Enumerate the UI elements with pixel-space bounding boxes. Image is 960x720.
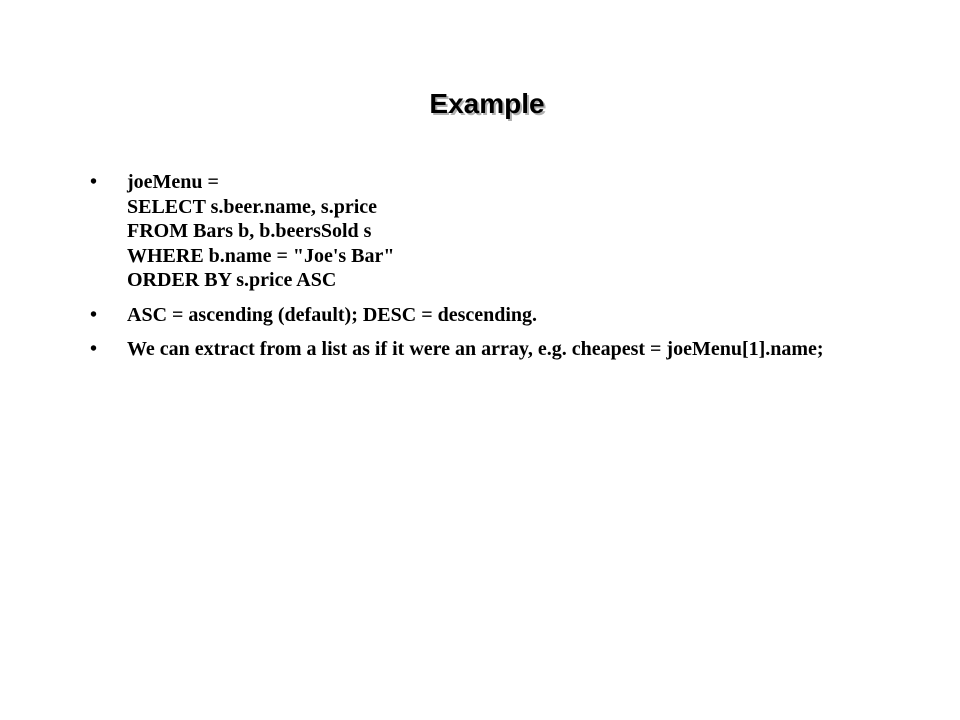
- bullet-text: ASC = ascending (default); DESC = descending.: [127, 303, 538, 326]
- query-line: SELECT s.beer.name, s.price: [127, 195, 378, 218]
- bullet-item-array: [90, 337, 890, 362]
- query-line: FROM Bars b, b.beersSold s: [127, 220, 372, 242]
- bullet-icon: •: [90, 303, 98, 326]
- bullet-list: [90, 170, 890, 372]
- bullet-item-query: [90, 170, 890, 293]
- query-line: joeMenu =: [127, 171, 219, 193]
- query-line: WHERE b.name = "Joe's Bar": [127, 244, 395, 267]
- query-line: ORDER BY s.price ASC: [127, 269, 337, 291]
- bullet-text: We can extract from a list as if it were an array, e.g. cheapest = joeMenu[1].name;: [127, 338, 824, 360]
- bullet-item-order: [90, 303, 890, 328]
- bullet-icon: •: [90, 171, 98, 193]
- slide-title: Example: [429, 88, 545, 119]
- bullet-icon: •: [90, 338, 98, 360]
